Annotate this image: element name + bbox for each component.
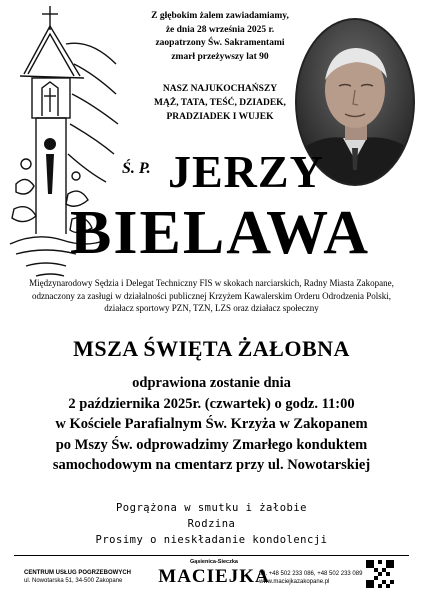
family-line: MĄŻ, TATA, TEŚĆ, DZIADEK, xyxy=(154,98,286,108)
footer-company: CENTRUM USŁUG POGRZEBOWYCH xyxy=(24,570,131,576)
family-line: NASZ NAJUKOCHAŃSZY xyxy=(162,84,278,94)
announcement-line: zmarł przeżywszy lat 90 xyxy=(171,51,269,62)
logo-text: MACIEJKA xyxy=(158,566,270,587)
mass-title: MSZA ŚWIĘTA ŻAŁOBNA xyxy=(73,336,350,361)
mass-line: odprawiona zostanie dnia xyxy=(132,375,291,391)
mass-line: po Mszy Św. odprowadzimy Zmarłego konduktem xyxy=(55,436,368,453)
qr-code-icon xyxy=(366,560,394,588)
bio-line: Międzynarodowy Sędzia i Delegat Techniczny FIS w skokach narciarskich, Radny Miasta Zakopane, xyxy=(29,278,394,288)
funeral-home-footer xyxy=(14,555,409,594)
footer-street: ul. Nowotarska 51, 34-500 Zakopane xyxy=(24,578,123,584)
grief-line: Rodzina xyxy=(187,518,236,530)
mass-line: w Kościele Parafialnym Św. Krzyża w Zakopanem xyxy=(55,416,368,432)
biography xyxy=(15,277,408,315)
grief-line: Pogrążona w smutku i żałobie xyxy=(115,502,307,514)
footer-website: www.maciejkazakopane.pl xyxy=(259,579,330,585)
grief-line: Prosimy o nieskładanie kondolencji xyxy=(95,534,328,546)
announcement-line: Z głębokim żalem zawiadamiamy, xyxy=(151,11,289,21)
footer-phone: tel. +48 502 233 086, +48 502 233 089 xyxy=(259,571,363,577)
mass-details xyxy=(10,373,413,476)
logo-small-text: Gąsienica-Sieczka xyxy=(189,559,238,565)
bio-line: odznaczony za zasługi w działalności publicznej Krzyżem Kawalerskim Orderu Odrodzenia Polski, xyxy=(31,290,392,301)
family-block xyxy=(130,82,310,124)
footer-contact xyxy=(259,570,362,586)
announcement-block xyxy=(130,10,310,64)
mass-line: samochodowym na cmentarz przy ul. Nowotarskiej xyxy=(52,457,371,473)
deceased-first-name: JERZY xyxy=(168,146,324,197)
family-line: PRADZIADEK I WUJEK xyxy=(166,112,274,122)
bio-line: działacz sportowy PZN, TZN, LZS oraz działacz społeczny xyxy=(104,303,319,313)
announcement-line: że dnia 28 września 2025 r. xyxy=(165,24,275,35)
mourners-block xyxy=(0,500,423,548)
footer-address xyxy=(24,569,131,585)
announcement-line: zaopatrzony Św. Sakramentami xyxy=(155,38,285,48)
deceased-prefix: Ś. P. xyxy=(122,160,151,177)
deceased-last-name: BIELAWA xyxy=(70,199,370,267)
mass-line: 2 października 2025r. (czwartek) o godz. 11:00 xyxy=(68,395,355,412)
